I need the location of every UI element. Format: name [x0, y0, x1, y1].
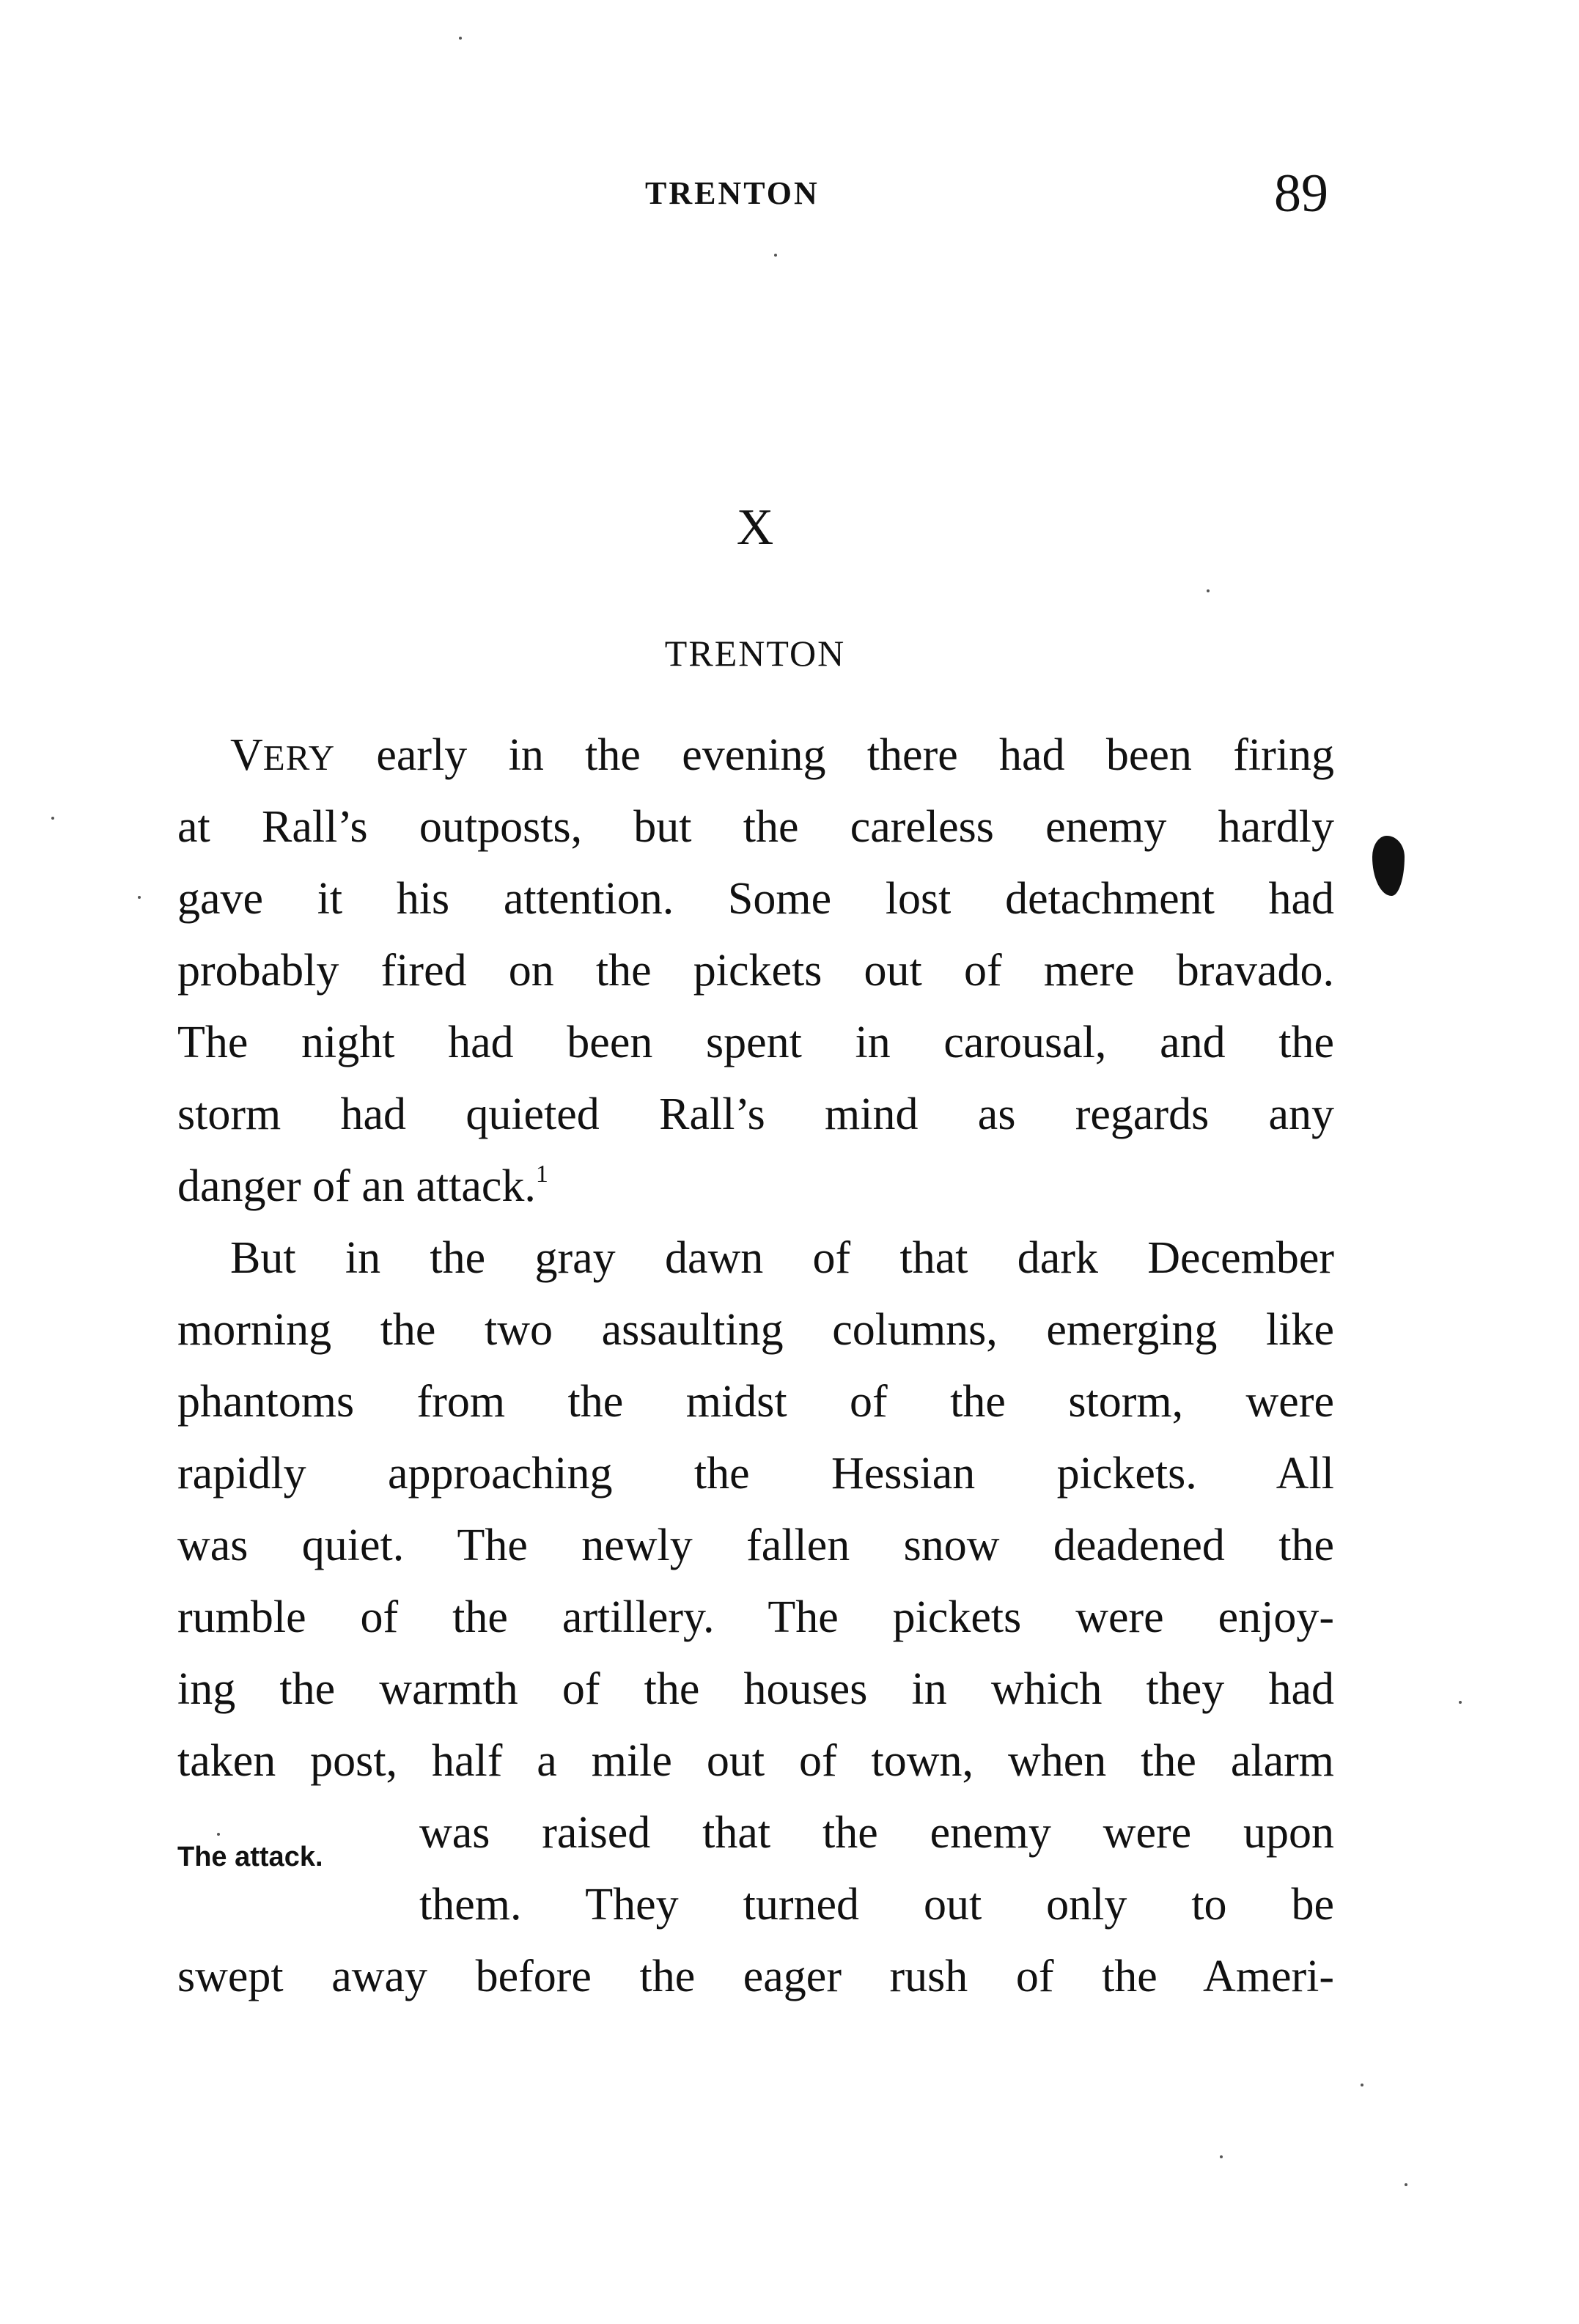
text-line	[230, 726, 1334, 784]
paper-speck	[1220, 2155, 1223, 2158]
text-line: ing the warmth of the houses in which they had	[177, 1664, 1334, 1714]
paper-speck	[774, 254, 777, 257]
paper-speck	[1207, 589, 1210, 592]
paper-speck	[1405, 2183, 1407, 2186]
text-line: was raised that the enemy were upon	[419, 1808, 1334, 1858]
margin-sidenote: The attack.	[177, 1842, 323, 1872]
line-text: early in the evening there had been firing	[335, 730, 1334, 780]
text-line	[177, 1157, 1334, 1216]
ink-blot	[1372, 836, 1405, 896]
paper-speck	[217, 1833, 220, 1836]
text-line: gave it his attention. Some lost detachment had	[177, 874, 1334, 924]
text-line: But in the gray dawn of that dark December	[230, 1233, 1334, 1283]
paper-speck	[51, 817, 54, 820]
paper-speck	[459, 37, 462, 40]
text-line: rapidly approaching the Hessian pickets. All	[177, 1449, 1334, 1499]
text-line: storm had quieted Rall’s mind as regards any	[177, 1089, 1334, 1139]
text-line: swept away before the eager rush of the Ameri-	[177, 1952, 1334, 2001]
text-line: morning the two assaulting columns, emerging like	[177, 1305, 1334, 1355]
text-line: rumble of the artillery. The pickets were enjoy-	[177, 1592, 1334, 1642]
page-number: 89	[1274, 163, 1328, 224]
paper-speck	[138, 896, 141, 899]
text-line: The night had been spent in carousal, and the	[177, 1018, 1334, 1067]
text-line: taken post, half a mile out of town, when the alarm	[177, 1736, 1334, 1786]
footnote-reference: 1	[535, 1161, 548, 1188]
text-line: phantoms from the midst of the storm, were	[177, 1377, 1334, 1427]
initial-letter: V	[230, 730, 263, 780]
chapter-title: TRENTON	[664, 633, 846, 674]
text-line: at Rall’s outposts, but the careless enemy hardly	[177, 802, 1334, 852]
paper-speck	[1361, 2084, 1363, 2086]
line-text: danger of an attack.	[177, 1161, 536, 1211]
chapter-numeral: X	[736, 499, 774, 556]
text-line: probably fired on the pickets out of mere bravado.	[177, 946, 1334, 996]
running-head: TRENTON	[645, 175, 820, 211]
text-line: was quiet. The newly fallen snow deadened the	[177, 1520, 1334, 1570]
paper-speck	[1459, 1701, 1462, 1704]
text-line: them. They turned out only to be	[419, 1880, 1334, 1930]
small-caps-word: ERY	[262, 738, 336, 778]
